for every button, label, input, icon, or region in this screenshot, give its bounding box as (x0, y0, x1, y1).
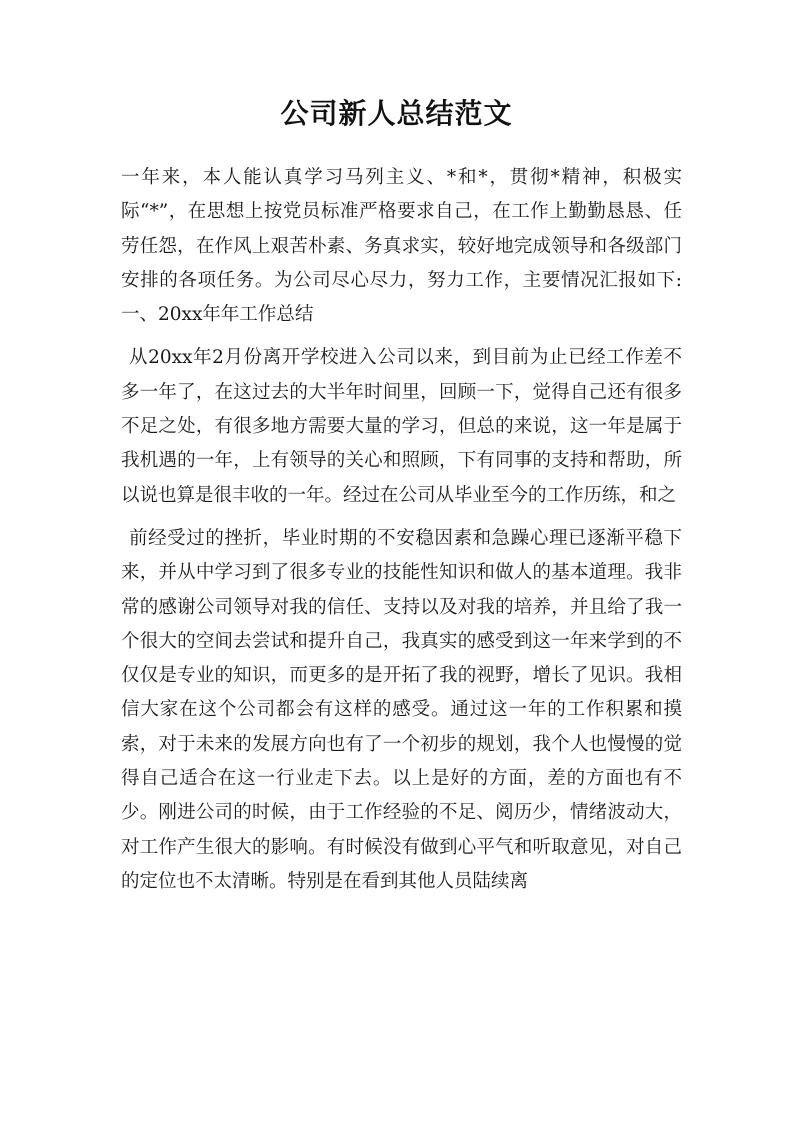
document-body (121, 161, 682, 908)
paragraph-3: 前经受过的挫折，毕业时期的不安稳因素和急躁心理已逐渐平稳下来，并从中学习到了很多专业的技能性知识和做人的基本道理。我非常的感谢公司领导对我的信任、支持以及对我的培养，并且给了我一个很大的空间去尝试和提升自己，我真实的感受到这一年来学到的不仅仅是专业的知识，而更多的是开拓了我的视野，增长了见识。我相信大家在这个公司都会有这样的感受。通过这一年的工作积累和摸索，对于未来的发展方向也有了一个初步的规划，我个人也慢慢的觉得自己适合在这一行业走下去。以上是好的方面，差的方面也有不少。刚进公司的时候，由于工作经验的不足、阅历少，情绪波动大，对工作产生很大的影响。有时候没有做到心平气和听取意见，对自己的定位也不太清晰。特别是在看到其他人员陆续离 (121, 527, 682, 892)
paragraph-1: 一年来，本人能认真学习马列主义、*和*，贯彻*精神，积极实际“*”，在思想上按党员标准严格要求自己，在工作上勤勤恳恳、任劳任怨，在作风上艰苦朴素、务真求实，较好地完成领导和各级部门安排的各项任务。为公司尽心尽力，努力工作，主要情况汇报如下: 一、20xx年年工作总结 (121, 167, 682, 326)
paragraph-2: 从20xx年2月份离开学校进入公司以来，到目前为止已经工作差不多一年了，在这过去的大半年时间里，回顾一下，觉得自己还有很多不足之处，有很多地方需要大量的学习，但总的来说，这一年是属于我机遇的一年，上有领导的关心和照顾，下有同事的支持和帮助，所以说也算是很丰收的一年。经过在公司从毕业至今的工作历练，和之 (121, 347, 682, 506)
document-title: 公司新人总结范文 (280, 97, 513, 130)
